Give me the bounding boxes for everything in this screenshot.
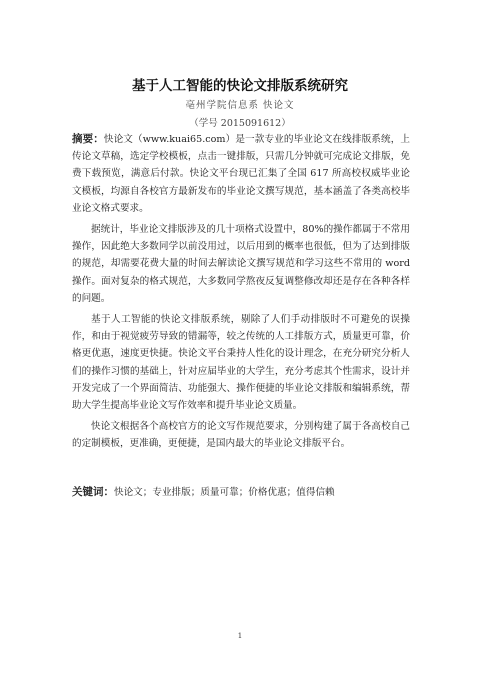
keywords-line (72, 484, 410, 501)
abstract-paragraph (72, 131, 410, 217)
page-number: 1 (237, 632, 243, 640)
body-paragraph-1: 据统计，毕业论文排版涉及的几十项格式设置中，80%的操作都属于不常用操作，因此绝大多数同学以前没用过，以后用到的概率也很低，但为了达到排版的规范，却需要花费大量的时间去解读论文撰写规范和学习这些不常用的 word 操作。面对复杂的格式规范，大多数同学熬夜反复调整修改却还是存在各种各样的问题。 (72, 224, 410, 304)
abstract-text: 快论文（www.kuai65.com）是一款专业的毕业论文在线排版系统，上传论文草稿，选定学校模板，点击一键排版，只需几分钟就可完成论文排版，免费下载预览，满意后付款。快论文平台现已汇集了全国 617 所高校权威毕业论文模板，均源自各校官方最新发布的毕业论文撰写规范，基本涵盖了各类高校毕业论文格式要求。 (72, 134, 410, 214)
document-body (72, 131, 410, 457)
abstract-label: 摘要： (72, 133, 104, 145)
keywords-label: 关键词： (72, 486, 114, 498)
body-paragraph-2: 基于人工智能的快论文排版系统，剔除了人们手动排版时不可避免的误操作，和由于视觉疲劳导致的错漏等，较之传统的人工排版方式，质量更可靠，价格更优惠，速度更快捷。快论文平台秉持人性化的设计理念，在充分研究分析人们的操作习惯的基础上，针对应届毕业的大学生，充分考虑其个性需求，设计并开发完成了一个界面简洁、功能强大、操作便捷的毕业论文排版和编辑系统，帮助大学生提高毕业论文写作效率和提升毕业论文质量。 (72, 314, 410, 412)
student-number: （学号 2015091612） (189, 118, 291, 129)
keywords-text: 快论文；专业排版；质量可靠；价格优惠；值得信赖 (114, 487, 335, 498)
page-title: 基于人工智能的快论文排版系统研究 (132, 78, 348, 94)
author-affiliation: 亳州学院信息系 快论文 (185, 100, 295, 111)
body-paragraph-3: 快论文根据各个高校官方的论文写作规范要求，分别构建了属于各高校自己的定制模板，更准确，更便捷，是国内最大的毕业论文排版平台。 (72, 421, 410, 450)
